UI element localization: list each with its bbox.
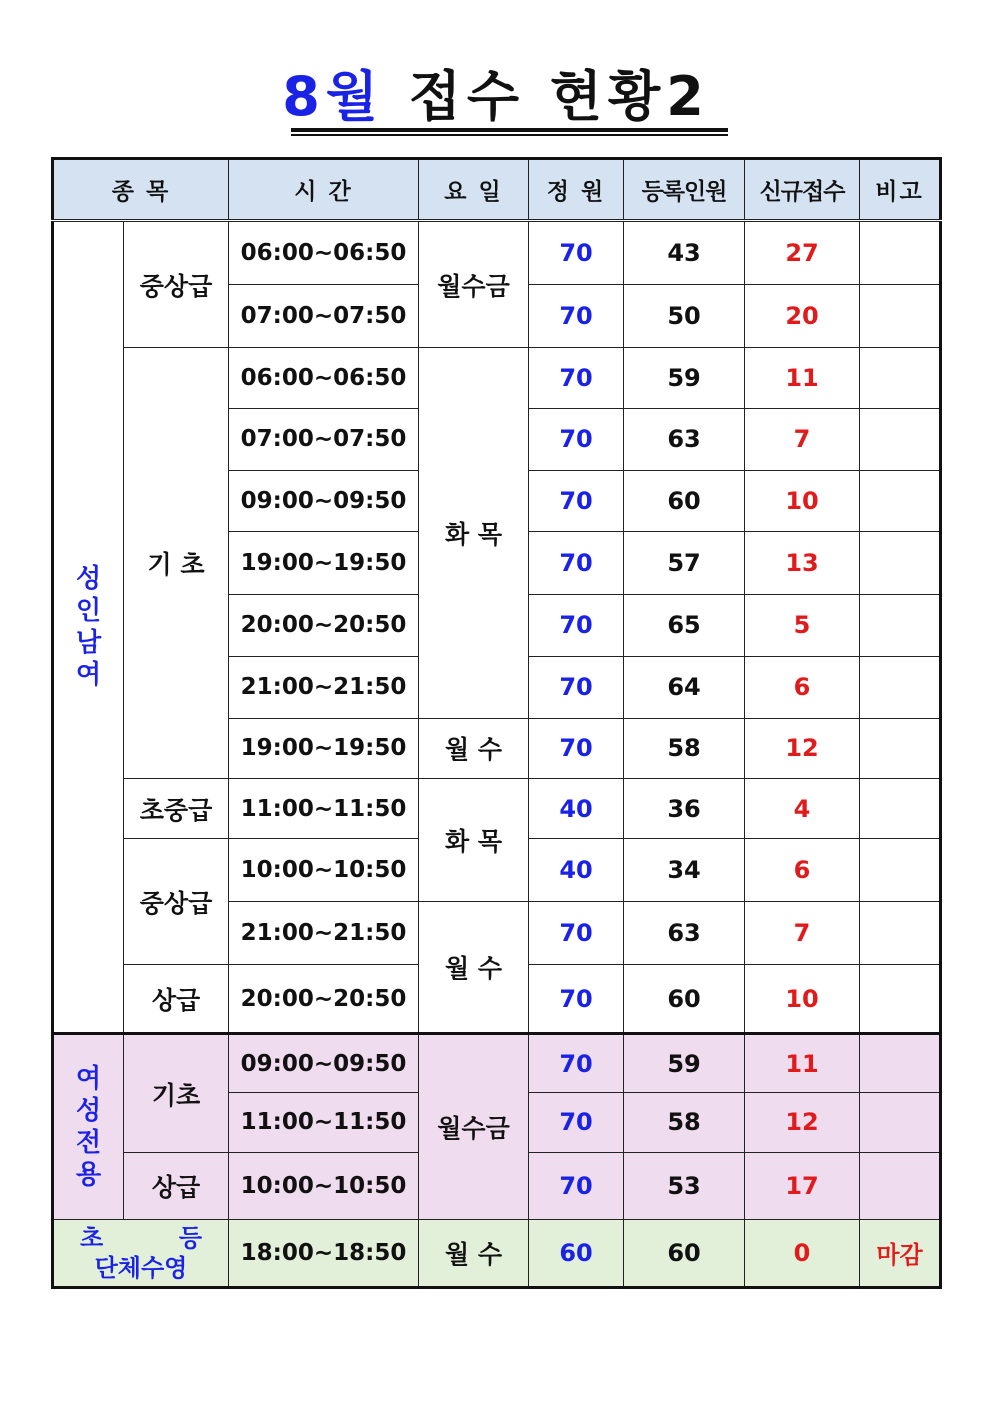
day-cell: 월 수	[419, 902, 529, 1034]
note-cell	[860, 348, 941, 409]
note-cell	[860, 718, 941, 778]
header-new-registration: 신규접수	[745, 159, 860, 221]
note-cell	[860, 902, 941, 965]
note-cell-closed: 마감	[860, 1219, 941, 1287]
note-cell	[860, 285, 941, 348]
capacity-cell: 70	[529, 221, 624, 285]
note-cell	[860, 594, 941, 656]
schedule-table	[51, 157, 942, 1289]
time-cell: 20:00~20:50	[229, 965, 419, 1034]
table-row	[53, 779, 941, 839]
capacity-cell: 70	[529, 1152, 624, 1219]
header-row	[53, 159, 941, 221]
capacity-cell: 40	[529, 779, 624, 839]
registered-cell: 58	[624, 718, 745, 778]
capacity-cell: 70	[529, 409, 624, 470]
table-row	[53, 221, 941, 285]
table-row	[53, 348, 941, 409]
level-cell: 초중급	[124, 779, 229, 839]
note-cell	[860, 1092, 941, 1152]
header-capacity: 정 원	[529, 159, 624, 221]
capacity-cell: 70	[529, 902, 624, 965]
time-cell: 21:00~21:50	[229, 902, 419, 965]
title-text: 접수 현황2	[408, 65, 710, 128]
new-cell: 5	[745, 594, 860, 656]
new-cell: 11	[745, 348, 860, 409]
day-cell: 화 목	[419, 779, 529, 902]
capacity-cell: 70	[529, 965, 624, 1034]
new-cell: 6	[745, 656, 860, 718]
time-cell: 07:00~07:50	[229, 285, 419, 348]
time-cell: 21:00~21:50	[229, 656, 419, 718]
header-day: 요 일	[419, 159, 529, 221]
note-cell	[860, 656, 941, 718]
header-note: 비고	[860, 159, 941, 221]
note-cell	[860, 470, 941, 531]
capacity-cell: 70	[529, 285, 624, 348]
registered-cell: 58	[624, 1092, 745, 1152]
capacity-cell: 70	[529, 594, 624, 656]
note-cell	[860, 839, 941, 902]
note-cell	[860, 531, 941, 594]
registered-cell: 57	[624, 531, 745, 594]
day-cell: 월수금	[419, 221, 529, 348]
capacity-cell: 70	[529, 1034, 624, 1092]
header-category: 종 목	[53, 159, 229, 221]
new-cell: 7	[745, 902, 860, 965]
new-cell: 12	[745, 718, 860, 778]
time-cell: 11:00~11:50	[229, 1092, 419, 1152]
time-cell: 20:00~20:50	[229, 594, 419, 656]
day-cell: 월수금	[419, 1034, 529, 1219]
registered-cell: 63	[624, 409, 745, 470]
capacity-cell: 70	[529, 718, 624, 778]
time-cell: 06:00~06:50	[229, 221, 419, 285]
registered-cell: 43	[624, 221, 745, 285]
note-cell	[860, 1034, 941, 1092]
capacity-cell: 70	[529, 531, 624, 594]
capacity-cell: 70	[529, 656, 624, 718]
day-cell: 월 수	[419, 1219, 529, 1287]
new-cell: 12	[745, 1092, 860, 1152]
registered-cell: 59	[624, 1034, 745, 1092]
registered-cell: 65	[624, 594, 745, 656]
day-cell: 화 목	[419, 348, 529, 719]
new-cell: 11	[745, 1034, 860, 1092]
title-month: 8월	[282, 65, 384, 128]
registered-cell: 64	[624, 656, 745, 718]
day-cell: 월 수	[419, 718, 529, 778]
header-time: 시 간	[229, 159, 419, 221]
new-cell: 27	[745, 221, 860, 285]
table-row	[53, 1034, 941, 1092]
new-cell: 0	[745, 1219, 860, 1287]
registered-cell: 53	[624, 1152, 745, 1219]
time-cell: 19:00~19:50	[229, 531, 419, 594]
level-cell: 상급	[124, 1152, 229, 1219]
registered-cell: 34	[624, 839, 745, 902]
registered-cell: 36	[624, 779, 745, 839]
registered-cell: 63	[624, 902, 745, 965]
level-cell: 기초	[124, 1034, 229, 1152]
level-cell: 중상급	[124, 221, 229, 348]
time-cell: 19:00~19:50	[229, 718, 419, 778]
time-cell: 09:00~09:50	[229, 470, 419, 531]
registered-cell: 60	[624, 1219, 745, 1287]
new-cell: 10	[745, 470, 860, 531]
time-cell: 07:00~07:50	[229, 409, 419, 470]
time-cell: 09:00~09:50	[229, 1034, 419, 1092]
time-cell: 06:00~06:50	[229, 348, 419, 409]
note-cell	[860, 1152, 941, 1219]
capacity-cell: 70	[529, 470, 624, 531]
header-registered: 등록인원	[624, 159, 745, 221]
level-cell: 상급	[124, 965, 229, 1034]
time-cell: 18:00~18:50	[229, 1219, 419, 1287]
note-cell	[860, 965, 941, 1034]
new-cell: 17	[745, 1152, 860, 1219]
registered-cell: 50	[624, 285, 745, 348]
new-cell: 10	[745, 965, 860, 1034]
group-adult: 성 인 남 여	[53, 221, 124, 1034]
time-cell: 10:00~10:50	[229, 839, 419, 902]
group-elementary: 초 등 단체수영	[53, 1219, 229, 1287]
capacity-cell: 70	[529, 1092, 624, 1152]
note-cell	[860, 779, 941, 839]
new-cell: 4	[745, 779, 860, 839]
level-cell: 중상급	[124, 839, 229, 965]
level-cell: 기 초	[124, 348, 229, 779]
new-cell: 7	[745, 409, 860, 470]
capacity-cell: 40	[529, 839, 624, 902]
title-underline-thin	[291, 134, 728, 136]
new-cell: 13	[745, 531, 860, 594]
capacity-cell: 70	[529, 348, 624, 409]
registered-cell: 60	[624, 470, 745, 531]
group-women: 여 성 전 용	[53, 1034, 124, 1219]
new-cell: 20	[745, 285, 860, 348]
note-cell	[860, 409, 941, 470]
registered-cell: 59	[624, 348, 745, 409]
note-cell	[860, 221, 941, 285]
new-cell: 6	[745, 839, 860, 902]
registered-cell: 60	[624, 965, 745, 1034]
page-title	[0, 62, 992, 132]
table-row	[53, 1219, 941, 1287]
title-underline	[291, 128, 728, 132]
time-cell: 10:00~10:50	[229, 1152, 419, 1219]
time-cell: 11:00~11:50	[229, 779, 419, 839]
capacity-cell: 60	[529, 1219, 624, 1287]
